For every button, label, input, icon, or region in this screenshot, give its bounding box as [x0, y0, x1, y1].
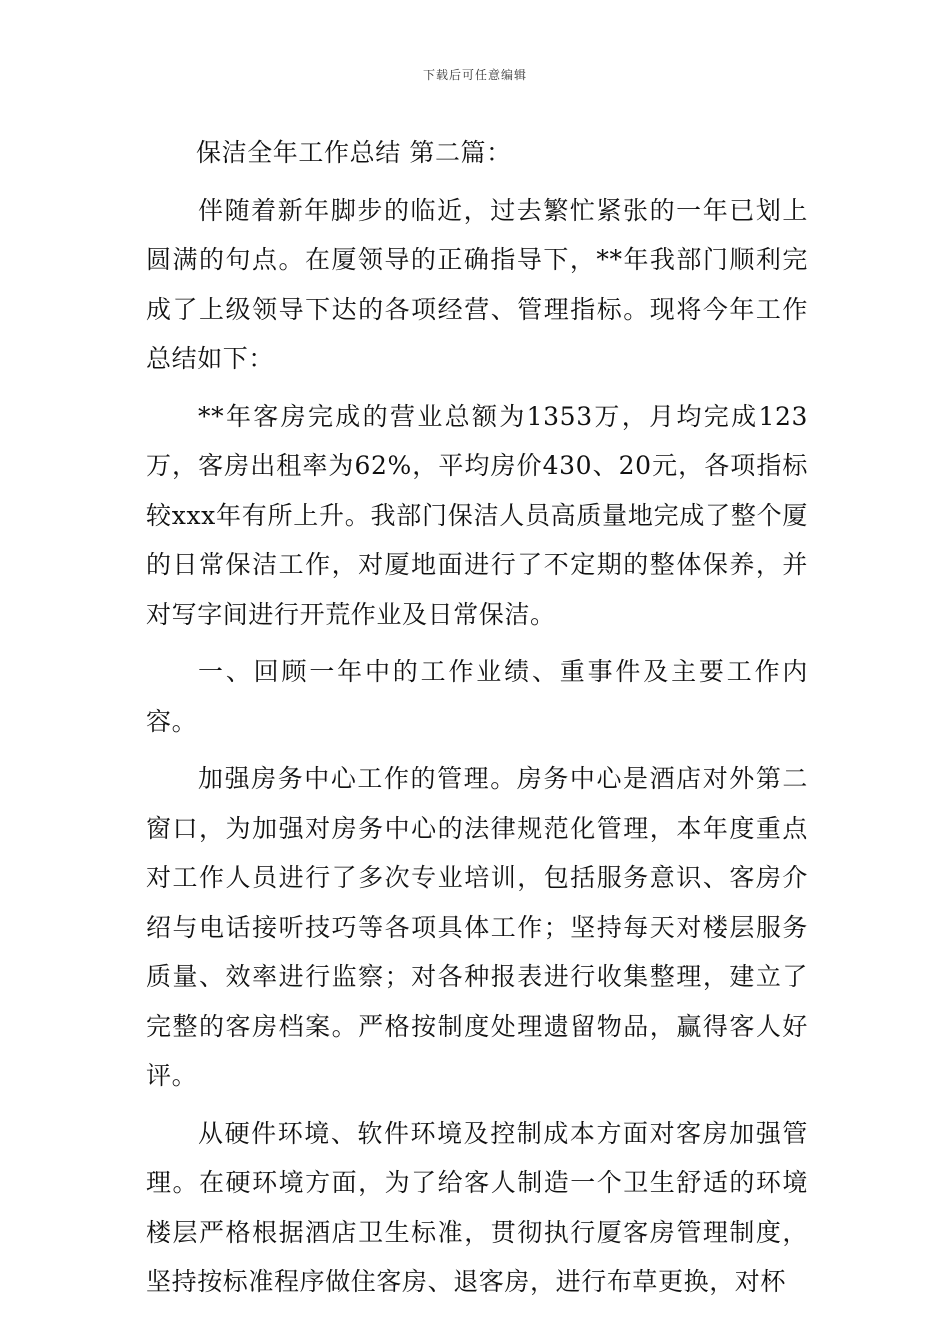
paragraph-room-service-center: 加强房务中心工作的管理。房务中心是酒店对外第二窗口，为加强对房务中心的法律规范化管理，本年度重点对工作人员进行了多次专业培训，包括服务意识、客房介绍与电话接听技巧等各项具体工作；坚持每天对楼层服务质量、效率进行监察；对各种报表进行收集整理，建立了完整的客房档案。严格按制度处理遗留物品，赢得客人好评。: [146, 764, 808, 1090]
document-title: 保洁全年工作总结 第二篇：: [196, 138, 512, 167]
paragraph-figures: **年客房完成的营业总额为1353万，月均完成123万，客房出租率为62%，平均房价430、20元，各项指标较xxx年有所上升。我部门保洁人员高质量地完成了整个厦的日常保洁工作，对厦地面进行了不定期的整体保养，并对写字间进行开荒作业及日常保洁。: [146, 401, 808, 629]
header-note: 下载后可任意编辑: [422, 68, 527, 82]
section-heading-review: 一、回顾一年中的工作业绩、重事件及主要工作内容。: [146, 657, 808, 736]
paragraph-environment-management: 从硬件环境、软件环境及控制成本方面对客房加强管理。在硬环境方面，为了给客人制造一个卫生舒适的环境楼层严格根据酒店卫生标准，贯彻执行厦客房管理制度，坚持按标准程序做住客房、退客房，进行布草更换，对杯: [146, 1118, 808, 1296]
document-body: [146, 128, 808, 1307]
paragraph-intro: 伴随着新年脚步的临近，过去繁忙紧张的一年已划上圆满的句点。在厦领导的正确指导下，**年我部门顺利完成了上级领导下达的各项经营、管理指标。现将今年工作总结如下：: [146, 195, 808, 373]
